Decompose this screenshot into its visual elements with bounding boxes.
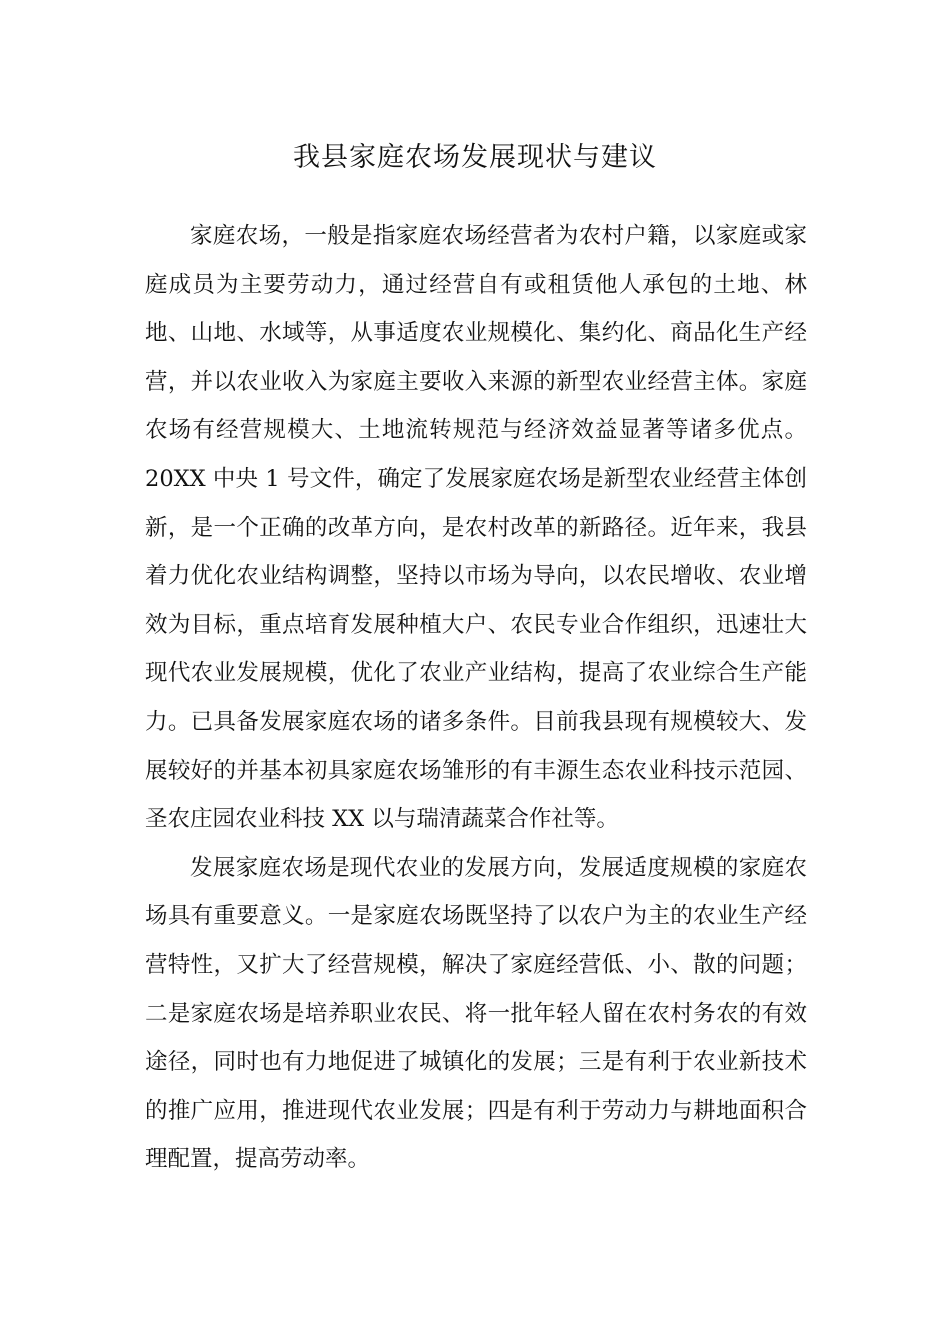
- paragraph: 家庭农场，一般是指家庭农场经营者为农村户籍，以家庭或家庭成员为主要劳动力，通过经营自有或租赁他人承包的土地、林地、山地、水域等，从事适度农业规模化、集约化、商品化生产经营，并以农业收入为家庭主要收入来源的新型农业经营主体。家庭农场有经营规模大、土地流转规范与经济效益显著等诸多优点。20XX 中央 1 号文件，确定了发展家庭农场是新型农业经营主体创新，是一个正确的改革方向，是农村改革的新路径。近年来，我县着力优化农业结构调整，坚持以市场为导向，以农民增收、农业增效为目标，重点培育发展种植大户、农民专业合作组织，迅速壮大现代农业发展规模，优化了农业产业结构，提高了农业综合生产能力。已具备发展家庭农场的诸多条件。目前我县现有规模较大、发展较好的并基本初具家庭农场雏形的有丰源生态农业科技示范园、圣农庄园农业科技 XX 以与瑞清蔬菜合作社等。: [145, 223, 807, 833]
- document-body: [145, 212, 807, 1184]
- paragraph: 发展家庭农场是现代农业的发展方向，发展适度规模的家庭农场具有重要意义。一是家庭农场既坚持了以农户为主的农业生产经营特性，又扩大了经营规模，解决了家庭经营低、小、散的问题；二是家庭农场是培养职业农民、将一批年轻人留在农村务农的有效途径，同时也有力地促进了城镇化的发展；三是有利于农业新技术的推广应用，推进现代农业发展；四是有利于劳动力与耕地面积合理配置，提高劳动率。: [145, 854, 807, 1173]
- document-title: 我县家庭农场发展现状与建议: [293, 142, 657, 173]
